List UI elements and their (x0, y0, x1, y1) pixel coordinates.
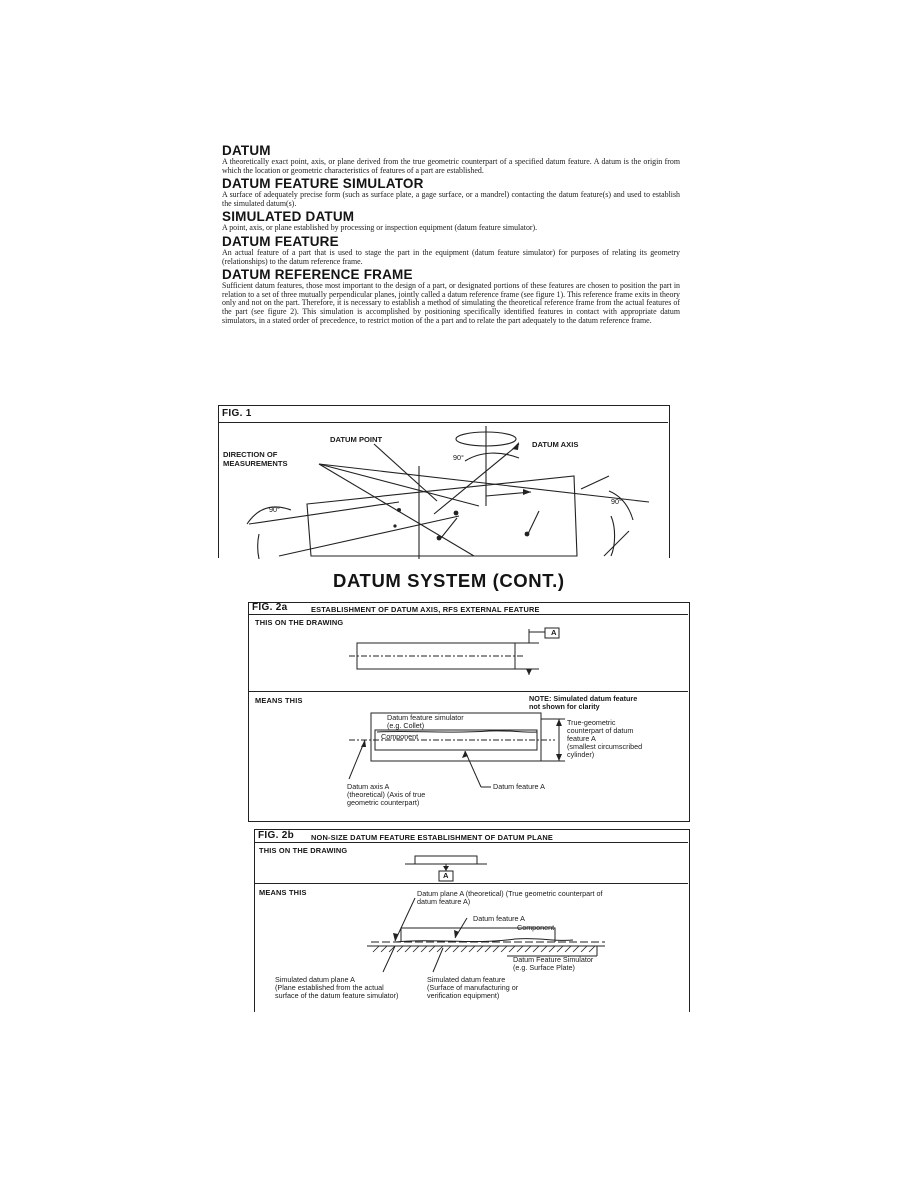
angle-label-left: 90° (269, 505, 280, 514)
component-label: Component (517, 923, 555, 932)
sim-plane-line3: surface of the datum feature simulator) (275, 991, 399, 1000)
true-counterpart-line3: feature A (567, 734, 596, 743)
figure-1 (218, 405, 670, 558)
angle-label-right: 90° (611, 497, 622, 506)
datum-axis-label: DATUM AXIS (532, 440, 579, 449)
simulator-line1: Datum Feature Simulator (513, 955, 594, 964)
figure-subtitle: NON-SIZE DATUM FEATURE ESTABLISHMENT OF DATUM PLANE (311, 833, 554, 842)
figure-title: FIG. 2b (258, 830, 294, 841)
angle-label-top: 90° (453, 453, 464, 462)
term-heading: DATUM FEATURE SIMULATOR (222, 176, 424, 192)
definition-datum-feature-simulator (222, 176, 680, 208)
datum-letter-box: A (443, 871, 449, 880)
definition-datum-feature (222, 234, 680, 266)
means-section-label: MEANS THIS (255, 696, 303, 705)
figure-subtitle: ESTABLISHMENT OF DATUM AXIS, RFS EXTERNAL FEATURE (311, 605, 540, 614)
term-description: A point, axis, or plane established by processing or inspection equipment (datum feature simulator). (222, 223, 538, 233)
sim-plane-line1: Simulated datum plane A (275, 975, 355, 984)
term-heading: SIMULATED DATUM (222, 209, 355, 225)
figure-title: FIG. 1 (222, 408, 252, 419)
drawing-section-label: THIS ON THE DRAWING (259, 846, 348, 855)
definition-datum-reference-frame (222, 267, 680, 325)
term-heading: DATUM FEATURE (222, 233, 339, 249)
term-heading: DATUM (222, 143, 271, 158)
datum-plane-line2: datum feature A) (417, 897, 471, 906)
true-counterpart-line4: (smallest circumscribed (567, 742, 643, 751)
definitions-block (222, 143, 680, 326)
simulator-label-line2: (e.g. Collet) (387, 721, 425, 730)
datum-feature-label: Datum feature A (473, 914, 525, 923)
datum-axis-line1: Datum axis A (347, 782, 390, 791)
term-description: An actual feature of a part that is used to stage the part in the equipment (datum feature simulator) for purposes of relating its geometry (relationships) to the datum reference frame. (222, 247, 680, 266)
sim-plane-line2: (Plane established from the actual (275, 983, 384, 992)
true-counterpart-line2: counterpart of datum (567, 726, 634, 735)
term-description: A surface of adequately precise form (such as surface plate, a gage surface, or a mandrel) contacting the datum feature(s) and used to establish the simulated datum(s). (222, 190, 680, 208)
page-title: DATUM SYSTEM (CONT.) (333, 570, 565, 591)
term-description: Sufficient datum features, those most important to the design of a part, or designated portions of these features are chosen to position the part in relation to a set of three mutually perpendicular planes, jointly called a datum reference frame (see figure 1). This reference frame exits in theory only and not on the part. Therefore, it is necessary to establish a method of simulating the theoretical reference frame from the actual features of the part (see figure 2). This simulation is accomplished by positioning specifically identified features in contact with appropriate datum simulators, in a stated order of precedence, to restrict motion of the a part and to relate the part adequately to the datum reference frame. (222, 281, 680, 325)
simulator-line2: (e.g. Surface Plate) (513, 963, 575, 972)
direction-label-line2: MEASUREMENTS (223, 459, 288, 468)
datum-plane-line1: Datum plane A (theoretical) (True geometric counterpart of (417, 889, 603, 898)
direction-label-line1: DIRECTION OF (223, 450, 278, 459)
fig1-drawing (219, 406, 669, 559)
datum-point-label: DATUM POINT (330, 435, 383, 444)
true-counterpart-line5: cylinder) (567, 750, 595, 759)
fig2a-drawing (249, 603, 689, 820)
datum-axis-line3: geometric counterpart) (347, 798, 420, 807)
sim-feature-line3: verification equipment) (427, 991, 500, 1000)
term-heading: DATUM REFERENCE FRAME (222, 267, 413, 283)
drawing-section-label: THIS ON THE DRAWING (255, 618, 344, 627)
sim-feature-line1: Simulated datum feature (427, 975, 506, 984)
simulator-label-line1: Datum feature simulator (387, 713, 464, 722)
component-label: Component (381, 732, 419, 741)
figure-title: FIG. 2a (252, 602, 288, 613)
note-line1: NOTE: Simulated datum feature (529, 694, 638, 703)
note-line2: not shown for clarity (529, 702, 600, 711)
sim-feature-line2: (Surface of manufacturing or (427, 983, 519, 992)
datum-letter-box: A (551, 628, 557, 637)
definition-simulated-datum (222, 209, 680, 233)
definition-datum (222, 143, 680, 175)
datum-axis-line2: (theoretical) (Axis of true (347, 790, 426, 799)
figure-2b (254, 829, 690, 1012)
datum-feature-label: Datum feature A (493, 782, 545, 791)
true-counterpart-line1: True-geometric (567, 718, 616, 727)
means-section-label: MEANS THIS (259, 888, 307, 897)
term-description: A theoretically exact point, axis, or plane derived from the true geometric counterpart of a specified datum feature. A datum is the origin from which the location or geometric characteristics of features of a part are established. (222, 157, 680, 175)
figure-2a (248, 602, 690, 822)
